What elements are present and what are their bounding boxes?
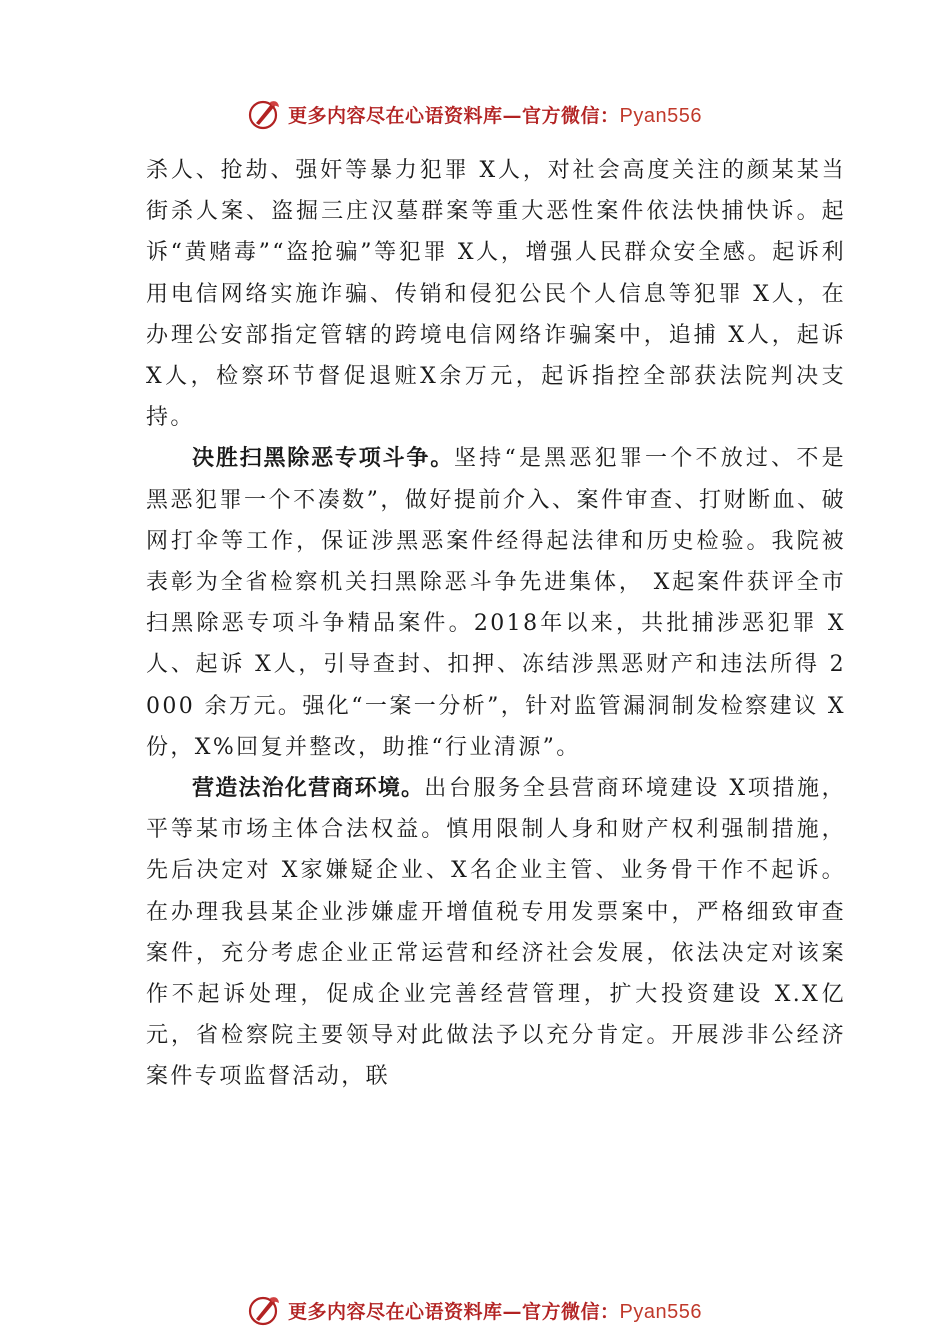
header-watermark xyxy=(0,94,950,134)
wechat-id: Pyan556 xyxy=(619,104,702,127)
quill-logo-icon xyxy=(248,1293,282,1327)
paragraph-1-text: 杀人、抢劫、强奸等暴力犯罪 X人，对社会高度关注的颜某某当街杀人案、盗掘三庄汉墓群案等重大恶性案件依法快捕快诉。起诉“黄赌毒”“盗抢骗”等犯罪 X人，增强人民群众安全感。起诉利用电信网络实施诈骗、传销和侵犯公民个人信息等犯罪 X人，在办理公安部指定管辖的跨境电信网络诈骗案中，追捕 X人，起诉 X人，检察环节督促退赃X余万元，起诉指控全部获法院判决支持。 xyxy=(146,158,846,431)
paragraph-3 xyxy=(146,768,846,1098)
wechat-id: Pyan556 xyxy=(619,1300,702,1323)
paragraph-3-text: 出台服务全县营商环境建设 X项措施，平等某市场主体合法权益。慎用限制人身和财产权利强制措施，先后决定对 X家嫌疑企业、X名企业主管、业务骨干作不起诉。在办理我县某企业涉嫌虚开增值税专用发票案中，严格细致审查案件，充分考虑企业正常运营和经济社会发展，依法决定对该案作不起诉处理，促成企业完善经营管理，扩大投资建设 X.X亿元，省检察院主要领导对此做法予以充分肯定。开展涉非公经济案件专项监督活动，联 xyxy=(146,776,846,1090)
footer-watermark xyxy=(0,1290,950,1330)
quill-logo-icon xyxy=(248,97,282,131)
paragraph-3-heading: 营造法治化营商环境。 xyxy=(192,776,425,802)
paragraph-1 xyxy=(146,150,846,438)
watermark-text: 更多内容尽在心语资料库—官方微信：Pyan556 xyxy=(288,1300,702,1323)
paragraph-2 xyxy=(146,438,846,768)
document-body xyxy=(146,150,846,1098)
watermark-text: 更多内容尽在心语资料库—官方微信：Pyan556 xyxy=(288,104,702,127)
paragraph-2-text: 坚持“是黑恶犯罪一个不放过、不是黑恶犯罪一个不凑数”，做好提前介入、案件审查、打财断血、破网打伞等工作，保证涉黑恶案件经得起法律和历史检验。我院被表彰为全省检察机关扫黑除恶斗争先进集体， X起案件获评全市扫黑除恶专项斗争精品案件。2018年以来，共批捕涉恶犯罪 X人、起诉 X人，引导查封、扣押、冻结涉黑恶财产和违法所得 2000 余万元。强化“一案一分析”，针对监管漏洞制发检察建议 X份，X%回复并整改，助推“行业清源”。 xyxy=(146,446,846,760)
paragraph-2-heading: 决胜扫黑除恶专项斗争。 xyxy=(192,446,455,472)
